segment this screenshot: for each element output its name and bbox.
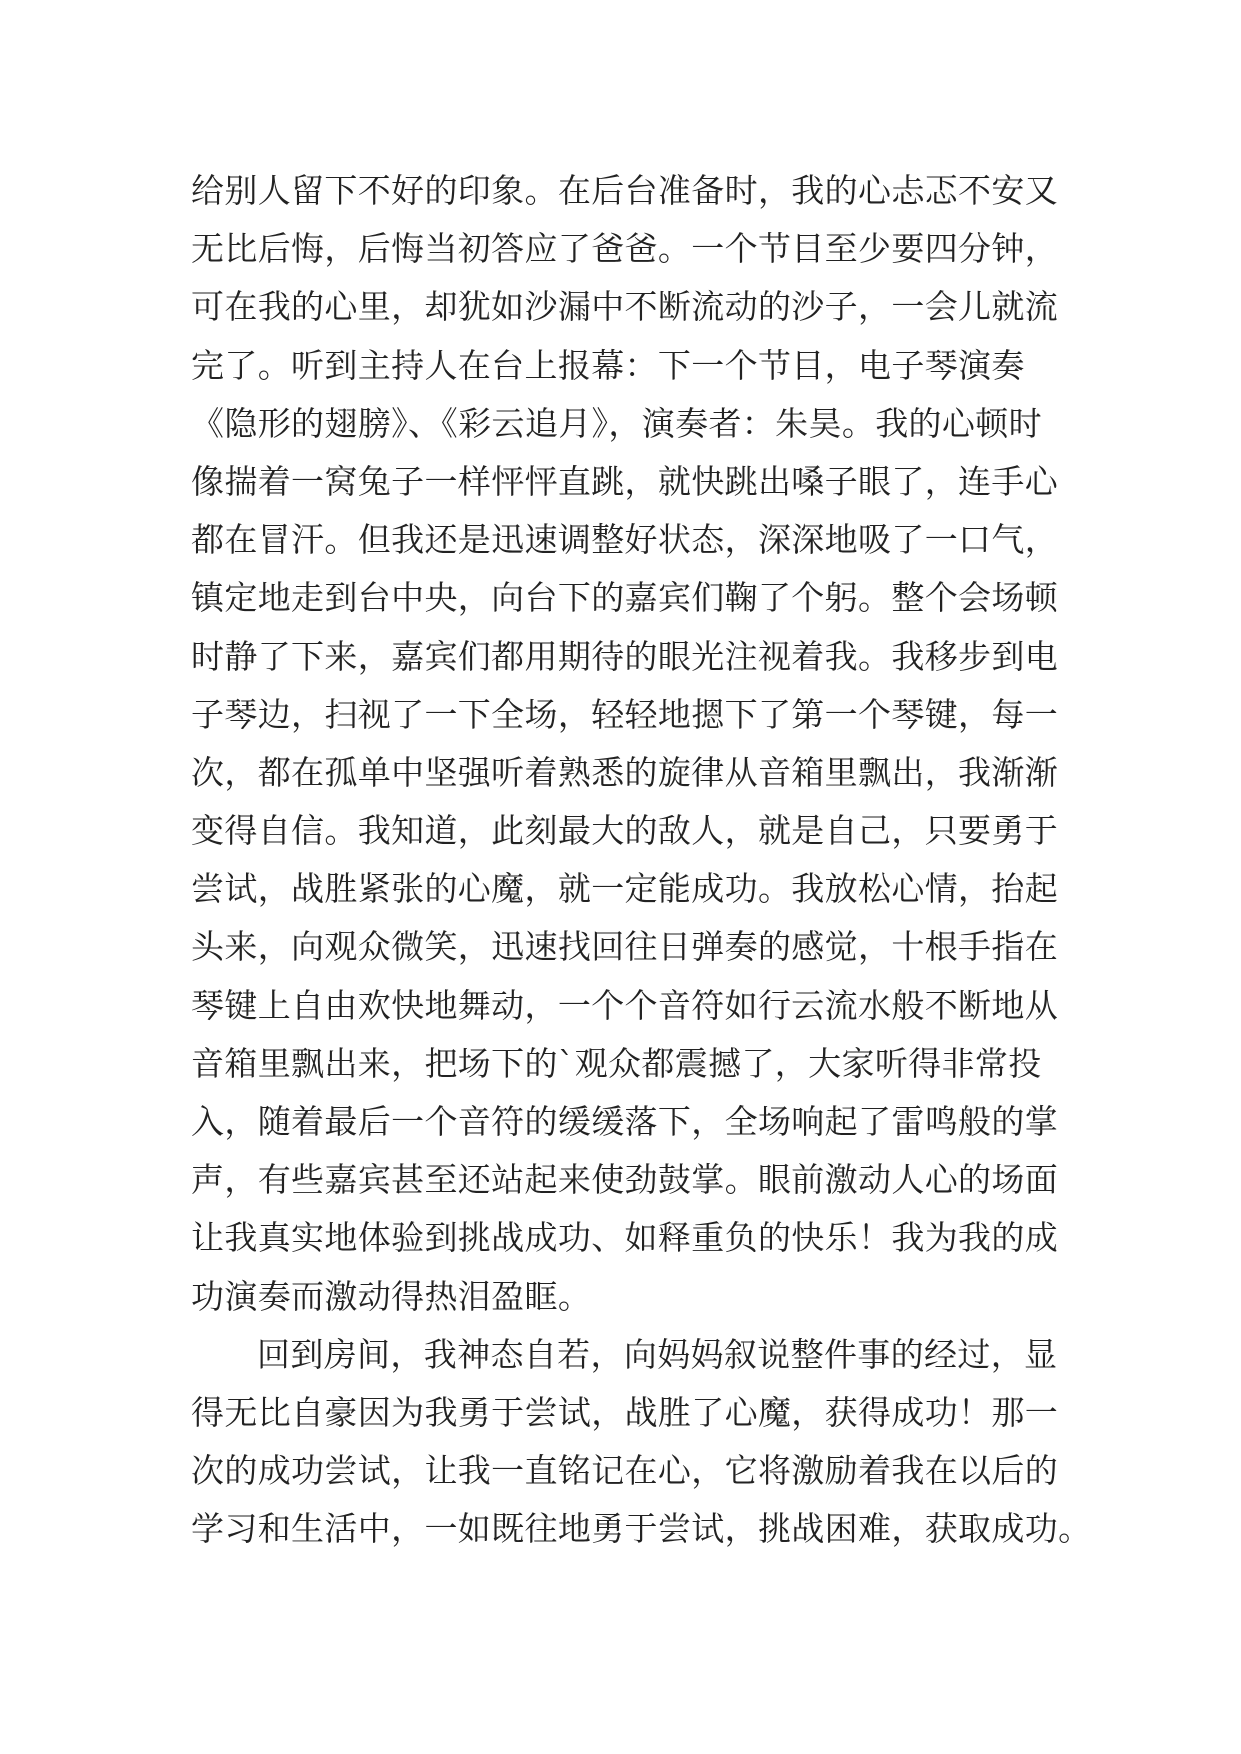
text-line: 声，有些嘉宾甚至还站起来使劲鼓掌。眼前激动人心的场面	[191, 1160, 1059, 1200]
text-line: 时静了下来，嘉宾们都用期待的眼光注视着我。我移步到电	[191, 636, 1059, 676]
text-line: 头来，向观众微笑，迅速找回往日弹奏的感觉，十根手指在	[191, 927, 1059, 967]
text-line: 完了。听到主持人在台上报幕：下一个节目，电子琴演奏	[191, 345, 1025, 385]
text-line: 可在我的心里，却犹如沙漏中不断流动的沙子，一会儿就流	[191, 287, 1059, 327]
text-line: 《隐形的翅膀》、《彩云追月》，演奏者：朱昊。我的心顿时	[191, 403, 1042, 443]
text-line: 子琴边，扫视了一下全场，轻轻地摁下了第一个琴键，每一	[191, 694, 1059, 734]
text-line: 镇定地走到台中央，向台下的嘉宾们鞠了个躬。整个会场顿	[191, 578, 1059, 618]
text-line: 尝试，战胜紧张的心魔，就一定能成功。我放松心情，抬起	[191, 869, 1059, 909]
text-line: 入，随着最后一个音符的缓缓落下，全场响起了雷鸣般的掌	[191, 1102, 1059, 1141]
text-line: 得无比自豪因为我勇于尝试，战胜了心魔，获得成功！那一	[191, 1392, 1059, 1432]
text-line: 音箱里飘出来，把场下的`观众都震撼了，大家听得非常投	[191, 1043, 1042, 1083]
paragraph-1	[191, 162, 1059, 1326]
text-line: 都在冒汗。但我还是迅速调整好状态，深深地吸了一口气，	[191, 520, 1059, 560]
text-line: 给别人留下不好的印象。在后台准备时，我的心忐忑不安又	[191, 171, 1059, 210]
text-line: 回到房间，我神态自若，向妈妈叙说整件事的经过，显	[257, 1334, 1058, 1374]
text-line: 无比后悔，后悔当初答应了爸爸。一个节目至少要四分钟，	[191, 229, 1059, 269]
text-line: 让我真实地体验到挑战成功、如释重负的快乐！我为我的成	[191, 1218, 1059, 1258]
text-line: 功演奏而激动得热泪盈眶。	[191, 1276, 592, 1316]
text-line: 次，都在孤单中坚强听着熟悉的旋律从音箱里飘出，我渐渐	[191, 752, 1059, 792]
body-text	[191, 162, 1092, 1559]
text-line: 学习和生活中，一如既往地勇于尝试，挑战困难，获取成功。	[191, 1509, 1092, 1549]
paragraph-2	[191, 1326, 1092, 1559]
text-line: 变得自信。我知道，此刻最大的敌人，就是自己，只要勇于	[191, 811, 1059, 851]
text-line: 次的成功尝试，让我一直铭记在心，它将激励着我在以后的	[191, 1451, 1059, 1491]
text-line: 像揣着一窝兔子一样怦怦直跳，就快跳出嗓子眼了，连手心	[191, 461, 1059, 501]
text-line: 琴键上自由欢快地舞动，一个个音符如行云流水般不断地从	[191, 985, 1059, 1025]
